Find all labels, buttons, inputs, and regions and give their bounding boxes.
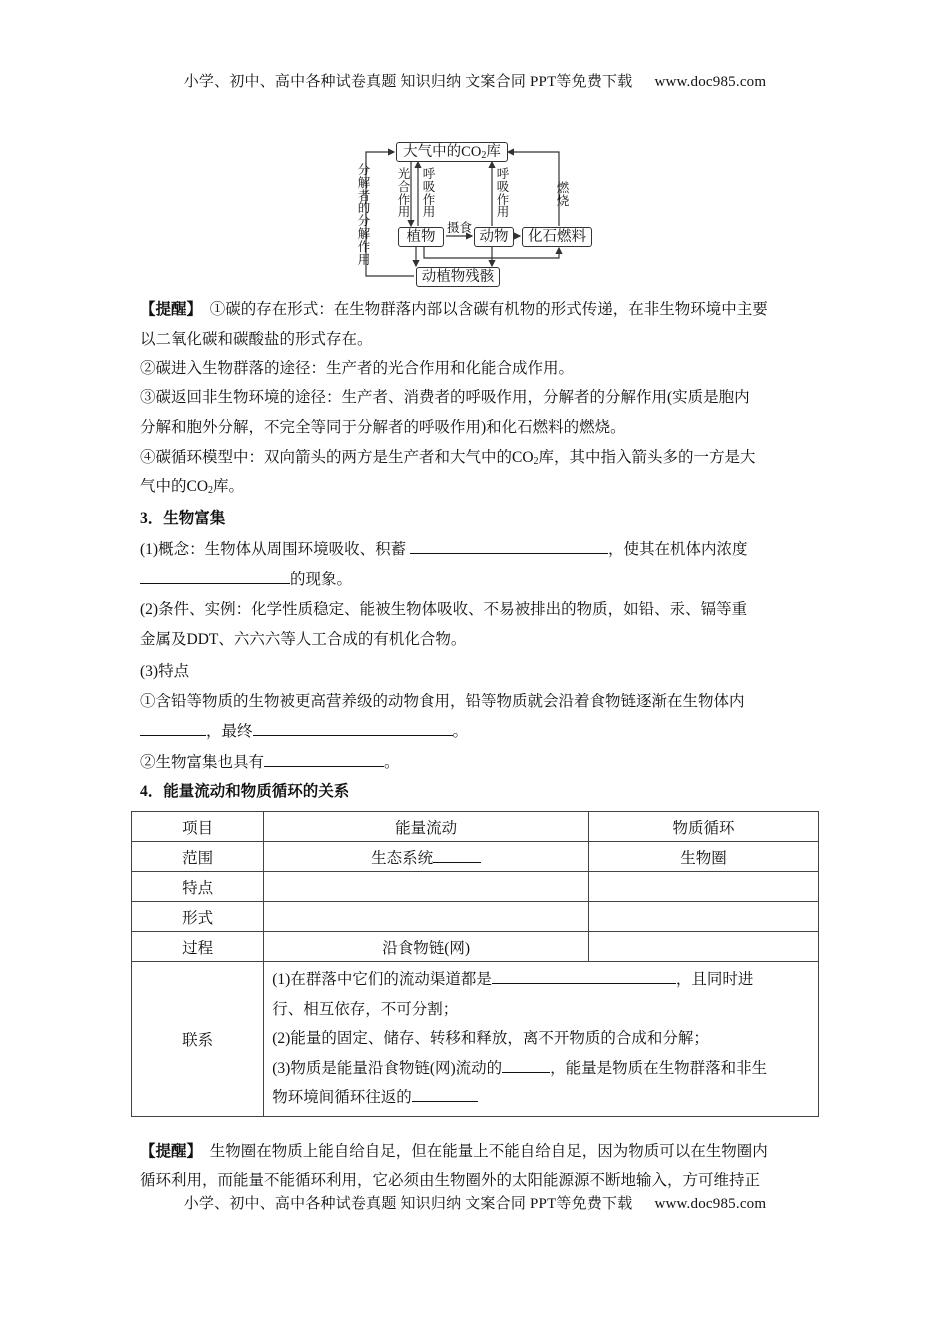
- section3-title: 3．生物富集: [140, 510, 226, 527]
- label-animal-respiration: 呼吸作用: [496, 167, 510, 220]
- tip-tag: 【提醒】: [140, 301, 203, 318]
- blank-feature-1a[interactable]: [140, 721, 206, 736]
- label-plant-respiration: 呼吸作用: [422, 167, 436, 220]
- feature1-line2: ，最终 。: [140, 721, 820, 742]
- relation-content: (1)在群落中它们的流动渠道都是 ，且同时进 行、相互依存，不可分割； (2)能量的固定、储存、转移和释放，离不开物质的合成和分解； (3)物质是能量沿食物链(网)流动的 ，能量是物质在生物群落和非生 物环境间循环往返的: [264, 962, 819, 1117]
- matter-form-cell[interactable]: [589, 902, 819, 932]
- tip1-line3: ②碳进入生物群落的途径：生产者的光合作用和化能合成作用。: [140, 360, 575, 377]
- blank-feature-2[interactable]: [264, 752, 384, 767]
- tip1-line7: 气中的$CO_2$库。: [140, 478, 245, 496]
- tip1-line2: 以二氧化碳和碳酸盐的形式存在。: [140, 331, 373, 348]
- table-row: 范围 生态系统 生物圈: [132, 842, 819, 872]
- atmosphere-co2-box: 大气中的$CO_2$库: [396, 142, 508, 162]
- header-matter-cycle: 物质循环: [589, 812, 819, 842]
- remains-box: 动植物残骸: [416, 267, 500, 287]
- blank-feature-1b[interactable]: [253, 721, 453, 736]
- tip2-line2: 循环利用，而能量不能循环利用，它必须由生物圈外的太阳能源源不断地输入，方可维持正: [140, 1172, 761, 1189]
- label-decomposition: 分解者的分解作用: [357, 163, 371, 267]
- label-photosynthesis: 光合作用: [397, 167, 411, 220]
- blank-relation-1[interactable]: [492, 969, 676, 984]
- blank-relation-3b[interactable]: [412, 1087, 478, 1102]
- table-row: 形式: [132, 902, 819, 932]
- header-text: 小学、初中、高中各种试卷真题 知识归纳 文案合同 PPT等免费下载: [183, 74, 633, 90]
- tip2-line1: 【提醒】 生物圈在物质上能自给自足，但在能量上不能自给自足，因为物质可以在生物圈内: [140, 1143, 768, 1160]
- energy-form-cell[interactable]: [264, 902, 589, 932]
- tip1-line4: ③碳返回非生物环境的途径：生产者、消费者的呼吸作用，分解者的分解作用(实质是胞内: [140, 389, 750, 406]
- tip1-line1: 【提醒】 ①碳的存在形式：在生物群落内部以含碳有机物的形式传递，在非生物环境中主要: [140, 301, 768, 318]
- footer-url[interactable]: www.doc985.com: [654, 1196, 767, 1212]
- blank-relation-3a[interactable]: [502, 1058, 550, 1073]
- footer-text: 小学、初中、高中各种试卷真题 知识归纳 文案合同 PPT等免费下载: [183, 1196, 633, 1212]
- header-energy-flow: 能量流动: [264, 812, 589, 842]
- page-header: [0, 70, 950, 91]
- section4-title: 4．能量流动和物质循环的关系: [140, 783, 350, 800]
- blank-energy-scope[interactable]: [433, 848, 481, 863]
- condition-line1: (2)条件、实例：化学性质稳定、能被生物体吸收、不易被排出的物质，如铅、汞、镉等重: [140, 601, 748, 618]
- blank-concept-1[interactable]: [410, 539, 608, 554]
- energy-feature-cell[interactable]: [264, 872, 589, 902]
- relation-table: [131, 811, 819, 1117]
- animals-box: 动物: [474, 227, 514, 247]
- tip1-line6: ④碳循环模型中：双向箭头的两方是生产者和大气中的$CO_2$库，其中指入箭头多的一方是大: [140, 449, 756, 467]
- table-row: 过程 沿食物链(网): [132, 932, 819, 962]
- relation-label: 联系: [132, 962, 264, 1117]
- tip1-line5: 分解和胞外分解，不完全等同于分解者的呼吸作用)和化石燃料的燃烧。: [140, 419, 626, 436]
- matter-feature-cell[interactable]: [589, 872, 819, 902]
- feature1-line1: ①含铅等物质的生物被更高营养级的动物食用，铅等物质就会沿着食物链逐渐在生物体内: [140, 693, 745, 710]
- carbon-cycle-diagram: [358, 138, 598, 288]
- concept-line2: 的现象。: [140, 569, 820, 590]
- header-url[interactable]: www.doc985.com: [654, 74, 767, 90]
- label-ingestion: 摄食: [447, 221, 473, 235]
- matter-process-cell[interactable]: [589, 932, 819, 962]
- energy-scope-cell: 生态系统: [264, 842, 589, 872]
- header-item: 项目: [132, 812, 264, 842]
- fossil-fuel-box: 化石燃料: [522, 227, 592, 247]
- page-footer: [0, 1192, 950, 1213]
- table-row: 特点: [132, 872, 819, 902]
- relation-row: [132, 962, 819, 1117]
- concept-line1: (1)概念：生物体从周围环境吸收、积蓄 ，使其在机体内浓度: [140, 541, 748, 558]
- plants-box: 植物: [398, 227, 444, 247]
- label-burning: 燃烧: [556, 181, 570, 208]
- condition-line2: 金属及DDT、六六六等人工合成的有机化合物。: [140, 631, 467, 648]
- table-header-row: [132, 812, 819, 842]
- feature2-line: ②生物富集也具有 。: [140, 754, 400, 771]
- features-title: (3)特点: [140, 663, 190, 680]
- blank-concept-2[interactable]: [140, 569, 290, 584]
